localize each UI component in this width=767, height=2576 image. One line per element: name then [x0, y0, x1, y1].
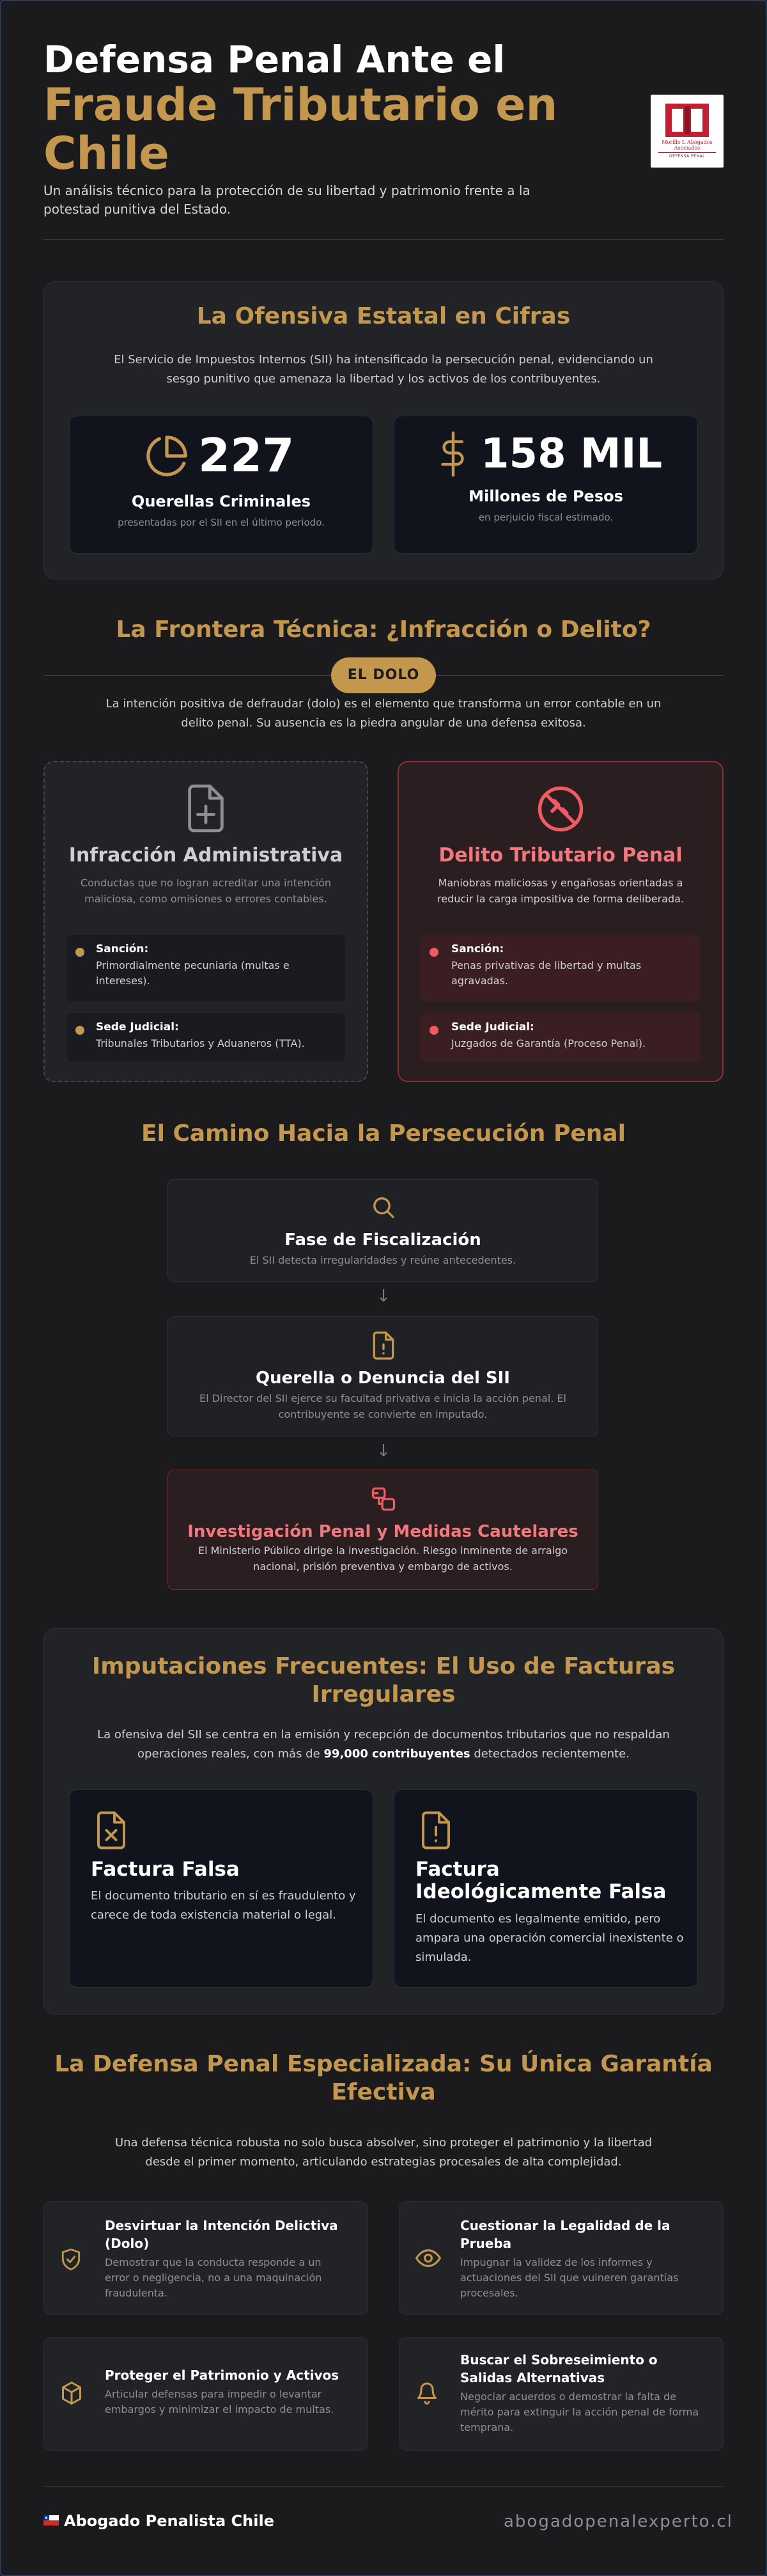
stat-label-querellas: Querellas Criminales [131, 492, 311, 510]
delito-item-sancion-text: Penas privativas de libertad y multas agravadas. [451, 959, 642, 987]
delito-item-sancion-label: Sanción: [451, 943, 504, 955]
delito-bullet-dot [430, 948, 438, 957]
invoices-desc-highlight: 99,000 contribuyentes [323, 1747, 470, 1761]
defense-patrimonio-desc: Articular defensas para impedir o levantar embargos y minimizar el impacto de multas. [105, 2388, 334, 2415]
footer-brand-text: Abogado Penalista Chile [64, 2512, 274, 2530]
handcuffs-icon [369, 1485, 398, 1513]
admin-bullet-dot [75, 1026, 84, 1035]
shield-check-icon [60, 2247, 82, 2272]
invoice-ideologica-desc: El documento es legalmente emitido, pero ampara una operación comercial inexistente o simulada. [415, 1912, 684, 1964]
stats-description: El Servicio de Impuestos Internos (SII) ha intensificado la persecución penal, evidenciando un sesgo punitivo que amenaza la libertad y los activos de los contribuyentes. [114, 353, 653, 386]
invoice-falsa-desc: El documento tributario en sí es fraudulento y carece de toda existencia material o legal. [91, 1889, 356, 1922]
admin-item-sede-label: Sede Judicial: [96, 1021, 179, 1033]
invoice-ideologica-title: Factura Ideológicamente Falsa [415, 1858, 667, 1903]
path-title: El Camino Hacia la Persecución Penal [141, 1120, 626, 1147]
file-x-icon [95, 1811, 128, 1850]
hero-title-line2: Fraude Tributario en Chile [43, 79, 558, 180]
invoices-desc-prefix: La ofensiva del SII se centra en la emisión y recepción de documentos tributarios que no respaldan operaciones reales, con más de [97, 1728, 670, 1761]
dolo-pill: EL DOLO [331, 657, 436, 693]
invoices-desc-suffix: detectados recientemente. [470, 1747, 630, 1761]
defense-dolo-title: Desvirtuar la Intención Delictiva (Dolo) [105, 2218, 338, 2251]
hero-divider [43, 239, 724, 240]
defense-description: Una defensa técnica robusta no solo busca absolver, sino proteger el patrimonio y la libertad desde el primer momento, articulando estrategias procesales de alta complejidad. [114, 2136, 653, 2169]
file-alert-icon [419, 1811, 453, 1850]
logo-tagline: DEFENSA PENAL [669, 154, 705, 159]
delito-item-sede-label: Sede Judicial: [451, 1021, 534, 1033]
step-fiscalizacion-title: Fase de Fiscalización [284, 1230, 481, 1250]
prohibited-icon [536, 784, 585, 834]
pie-chart-icon [144, 434, 189, 478]
bell-icon [415, 2380, 438, 2406]
footer-divider [43, 2486, 724, 2487]
delito-title: Delito Tributario Penal [438, 844, 683, 867]
document-alert-icon [371, 1331, 396, 1360]
defense-dolo-desc: Demostrar que la conducta responde a un error o negligencia, no a una maquinación fraudulenta. [105, 2256, 322, 2299]
footer-brand [43, 2512, 274, 2530]
box-icon [60, 2380, 83, 2406]
frontier-description: La intención positiva de defraudar (dolo) es el elemento que transforma un error contable en un delito penal. Su ausencia es la piedra angular de una defensa exitosa. [105, 697, 662, 730]
defense-prueba-desc: Impugnar la validez de los informes y actuaciones del SII que vulneren garantías procesales. [460, 2256, 679, 2299]
defense-title: La Defensa Penal Especializada: Su Única Garantía Efectiva [54, 2051, 713, 2105]
arrow-down-icon: ↓ [376, 1441, 391, 1461]
logo-name: Morillo L Abogados Asociados [662, 139, 713, 151]
arrow-down-icon: ↓ [376, 1287, 391, 1306]
hero-title-line1: Defensa Penal Ante el [43, 38, 506, 81]
chile-flag-icon [43, 2515, 59, 2525]
admin-item-sancion-text: Primordialmente pecuniaria (multas e intereses). [96, 959, 290, 987]
delito-bullet-dot [430, 1026, 438, 1035]
stat-number-querellas: 227 [198, 428, 295, 482]
firm-logo [651, 95, 724, 168]
invoices-description [89, 1725, 678, 1764]
step-querella-title: Querella o Denuncia del SII [256, 1369, 510, 1388]
stats-title: La Ofensiva Estatal en Cifras [196, 303, 571, 329]
stat-label-millones: Millones de Pesos [469, 487, 623, 505]
frontier-title: La Frontera Técnica: ¿Infracción o Delito? [116, 617, 651, 643]
step-investigacion-desc: El Ministerio Público dirige la investigación. Riesgo inminente de arraigo nacional, prisión preventiva y embargo de activos. [198, 1544, 568, 1573]
defense-sobreseimiento-desc: Negociar acuerdos o demostrar la falta de mérito para extinguir la acción penal de forma temprana. [460, 2391, 699, 2433]
defense-prueba-title: Cuestionar la Legalidad de la Prueba [460, 2218, 670, 2251]
delito-description: Maniobras maliciosas y engañosas orientadas a reducir la carga impositiva de forma deliberada. [437, 877, 684, 905]
invoices-title: Imputaciones Frecuentes: El Uso de Facturas Irregulares [91, 1653, 676, 1708]
defense-sobreseimiento-title: Buscar el Sobreseimiento o Salidas Alternativas [460, 2352, 658, 2385]
stat-number-millones: 158 MIL [481, 430, 663, 478]
eye-icon [415, 2247, 441, 2269]
search-icon [371, 1195, 396, 1220]
admin-item-sancion-label: Sanción: [96, 943, 149, 955]
admin-title: Infracción Administrativa [68, 844, 343, 867]
stat-caption-querellas: presentadas por el SII en el último periodo. [118, 517, 325, 528]
stat-caption-millones: en perjuicio fiscal estimado. [478, 512, 614, 523]
logo-mark-icon [662, 101, 713, 139]
file-plus-icon [185, 784, 226, 833]
admin-item-sede-text: Tribunales Tributarios y Aduaneros (TTA). [96, 1037, 305, 1049]
step-investigacion-title: Investigación Penal y Medidas Cautelares [187, 1522, 578, 1541]
step-fiscalizacion-desc: El SII detecta irregularidades y reúne antecedentes. [249, 1254, 516, 1266]
step-querella-desc: El Director del SII ejerce su facultad privativa e inicia la acción penal. El contribuyente se convierte en imputado. [199, 1392, 566, 1420]
dollar-icon [438, 431, 468, 477]
admin-description: Conductas que no logran acreditar una intención maliciosa, como omisiones o errores contables. [80, 877, 332, 905]
hero-subtitle: Un análisis técnico para la protección de su libertad y patrimonio frente a la potestad punitiva del Estado. [43, 183, 531, 217]
admin-bullet-dot [75, 948, 84, 957]
invoice-falsa-title: Factura Falsa [91, 1858, 240, 1881]
delito-item-sede-text: Juzgados de Garantía (Proceso Penal). [451, 1037, 646, 1049]
footer-url-link[interactable]: abogadopenalexperto.cl [504, 2512, 733, 2531]
defense-patrimonio-title: Proteger el Patrimonio y Activos [105, 2368, 339, 2383]
